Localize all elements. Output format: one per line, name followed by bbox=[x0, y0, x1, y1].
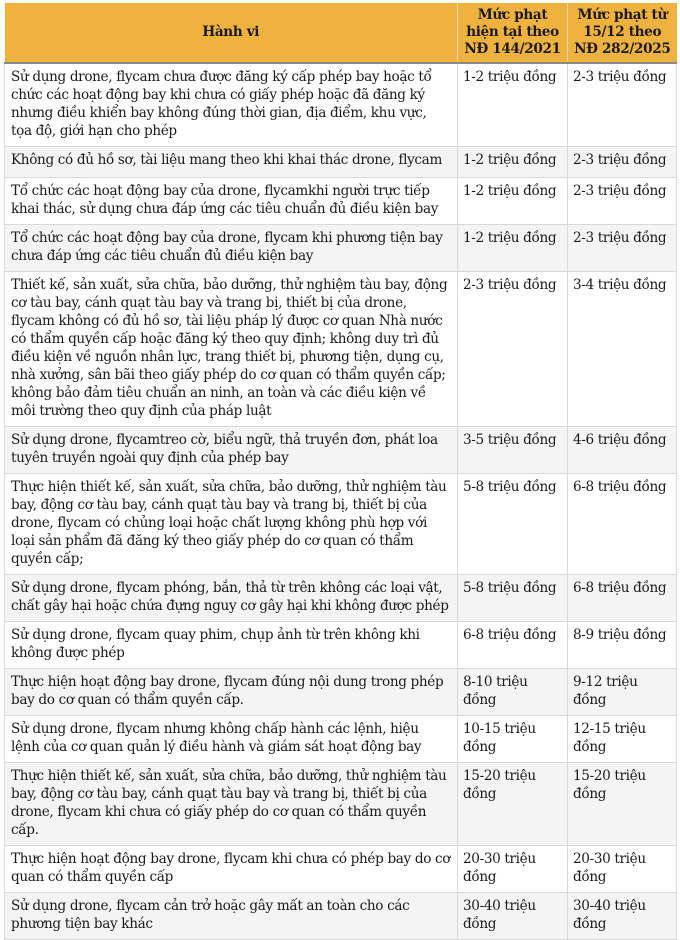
behavior-cell: Thực hiện hoạt động bay drone, flycam đúng nội dung trong phép bay do cơ quan có thẩm quyền cấp. bbox=[5, 669, 458, 716]
table-row bbox=[5, 893, 677, 940]
fine-2025-cell: 2-3 triệu đồng bbox=[568, 178, 677, 225]
table-row bbox=[5, 846, 677, 893]
header-fine-2021: Mức phạt hiện tại theo NĐ 144/2021 bbox=[458, 3, 568, 63]
table-row bbox=[5, 474, 677, 575]
fine-2021-cell: 1-2 triệu đồng bbox=[458, 178, 568, 225]
fine-2025-cell: 6-8 triệu đồng bbox=[568, 575, 677, 622]
header-behavior: Hành vi bbox=[5, 3, 458, 63]
table-row bbox=[5, 178, 677, 225]
table-row bbox=[5, 622, 677, 669]
fine-2021-cell: 2-3 triệu đồng bbox=[458, 272, 568, 427]
behavior-cell: Sử dụng drone, flycam chưa được đăng ký cấp phép bay hoặc tổ chức các hoạt động bay khi chưa có giấy phép hoặc đã đăng ký nhưng điều khiển bay không đúng thời gian, địa điểm, khu vực, tọa độ, giới hạn cho phép bbox=[5, 63, 458, 147]
fine-2021-cell: 30-40 triệu đồng bbox=[458, 893, 568, 940]
fine-2021-cell: 6-8 triệu đồng bbox=[458, 622, 568, 669]
fine-2025-cell: 30-40 triệu đồng bbox=[568, 893, 677, 940]
fine-2021-cell: 5-8 triệu đồng bbox=[458, 474, 568, 575]
table-row bbox=[5, 272, 677, 427]
fine-2025-cell: 4-6 triệu đồng bbox=[568, 427, 677, 474]
fine-2025-cell: 12-15 triệu đồng bbox=[568, 716, 677, 763]
fine-2021-cell: 5-8 triệu đồng bbox=[458, 575, 568, 622]
table-row bbox=[5, 716, 677, 763]
fine-2025-cell: 8-9 triệu đồng bbox=[568, 622, 677, 669]
behavior-cell: Sử dụng drone, flycam quay phim, chụp ảnh từ trên không khi không được phép bbox=[5, 622, 458, 669]
behavior-cell: Sử dụng drone, flycam phóng, bắn, thả từ trên không các loại vật, chất gây hại hoặc chứa đựng nguy cơ gây hại khi không được phép bbox=[5, 575, 458, 622]
drone-fines-table bbox=[4, 3, 677, 940]
behavior-cell: Thực hiện hoạt động bay drone, flycam khi chưa có phép bay do cơ quan có thẩm quyền cấp bbox=[5, 846, 458, 893]
fine-2021-cell: 1-2 triệu đồng bbox=[458, 225, 568, 272]
fine-2025-cell: 3-4 triệu đồng bbox=[568, 272, 677, 427]
fines-table-container bbox=[4, 3, 676, 940]
behavior-cell: Không có đủ hồ sơ, tài liệu mang theo khi khai thác drone, flycam bbox=[5, 147, 458, 178]
behavior-cell: Thiết kế, sản xuất, sửa chữa, bảo dưỡng, thử nghiệm tàu bay, động cơ tàu bay, cánh quạt tàu bay và trang bị, thiết bị của drone, flycam không có đủ hồ sơ, tài liệu pháp lý được cơ quan Nhà nước có thẩm quyền cấp hoặc đăng ký theo quy định; không duy trì đủ điều kiện về nguồn nhân lực, trang thiết bị, phương tiện, dụng cụ, nhà xưởng, sân bãi theo giấy phép do cơ quan có thẩm quyền cấp; không bảo đảm tiêu chuẩn an ninh, an toàn và các điều kiện về môi trường theo quy định của pháp luật bbox=[5, 272, 458, 427]
table-row bbox=[5, 63, 677, 147]
fine-2025-cell: 9-12 triệu đồng bbox=[568, 669, 677, 716]
table-header bbox=[5, 3, 677, 63]
fine-2021-cell: 8-10 triệu đồng bbox=[458, 669, 568, 716]
fine-2025-cell: 2-3 triệu đồng bbox=[568, 63, 677, 147]
behavior-cell: Thực hiện thiết kế, sản xuất, sửa chữa, bảo dưỡng, thử nghiệm tàu bay, động cơ tàu bay, cánh quạt tàu bay và trang bị, thiết bị của drone, flycam khi chưa có giấy phép do cơ quan có thẩm quyền cấp. bbox=[5, 763, 458, 846]
fine-2021-cell: 1-2 triệu đồng bbox=[458, 147, 568, 178]
behavior-cell: Sử dụng drone, flycamtreo cờ, biểu ngữ, thả truyền đơn, phát loa tuyên truyền ngoài quy định của phép bay bbox=[5, 427, 458, 474]
behavior-cell: Tổ chức các hoạt động bay của drone, flycam khi phương tiện bay chưa đáp ứng các tiêu chuẩn đủ điều kiện bay bbox=[5, 225, 458, 272]
behavior-cell: Sử dụng drone, flycam nhưng không chấp hành các lệnh, hiệu lệnh của cơ quan quản lý điều hành và giám sát hoạt động bay bbox=[5, 716, 458, 763]
header-row bbox=[5, 3, 677, 63]
behavior-cell: Thực hiện thiết kế, sản xuất, sửa chữa, bảo dưỡng, thử nghiệm tàu bay, động cơ tàu bay, cánh quạt tàu bay và trang bị, thiết bị của drone, flycam có chủng loại hoặc chất lượng không phù hợp với loại sản phẩm đã đăng ký theo giấy phép do cơ quan có thẩm quyền cấp; bbox=[5, 474, 458, 575]
table-row bbox=[5, 147, 677, 178]
fine-2021-cell: 1-2 triệu đồng bbox=[458, 63, 568, 147]
table-row bbox=[5, 225, 677, 272]
fine-2021-cell: 20-30 triệu đồng bbox=[458, 846, 568, 893]
fine-2025-cell: 2-3 triệu đồng bbox=[568, 147, 677, 178]
table-row bbox=[5, 427, 677, 474]
fine-2025-cell: 2-3 triệu đồng bbox=[568, 225, 677, 272]
table-body bbox=[5, 63, 677, 940]
behavior-cell: Tổ chức các hoạt động bay của drone, flycamkhi người trực tiếp khai thác, sử dụng chưa đáp ứng các tiêu chuẩn đủ điều kiện bay bbox=[5, 178, 458, 225]
behavior-cell: Sử dụng drone, flycam cản trở hoặc gây mất an toàn cho các phương tiện bay khác bbox=[5, 893, 458, 940]
fine-2021-cell: 15-20 triệu đồng bbox=[458, 763, 568, 846]
fine-2025-cell: 20-30 triệu đồng bbox=[568, 846, 677, 893]
fine-2021-cell: 10-15 triệu đồng bbox=[458, 716, 568, 763]
fine-2025-cell: 6-8 triệu đồng bbox=[568, 474, 677, 575]
table-row bbox=[5, 763, 677, 846]
table-row bbox=[5, 669, 677, 716]
table-row bbox=[5, 575, 677, 622]
header-fine-2025: Mức phạt từ 15/12 theo NĐ 282/2025 bbox=[568, 3, 677, 63]
fine-2025-cell: 15-20 triệu đồng bbox=[568, 763, 677, 846]
fine-2021-cell: 3-5 triệu đồng bbox=[458, 427, 568, 474]
